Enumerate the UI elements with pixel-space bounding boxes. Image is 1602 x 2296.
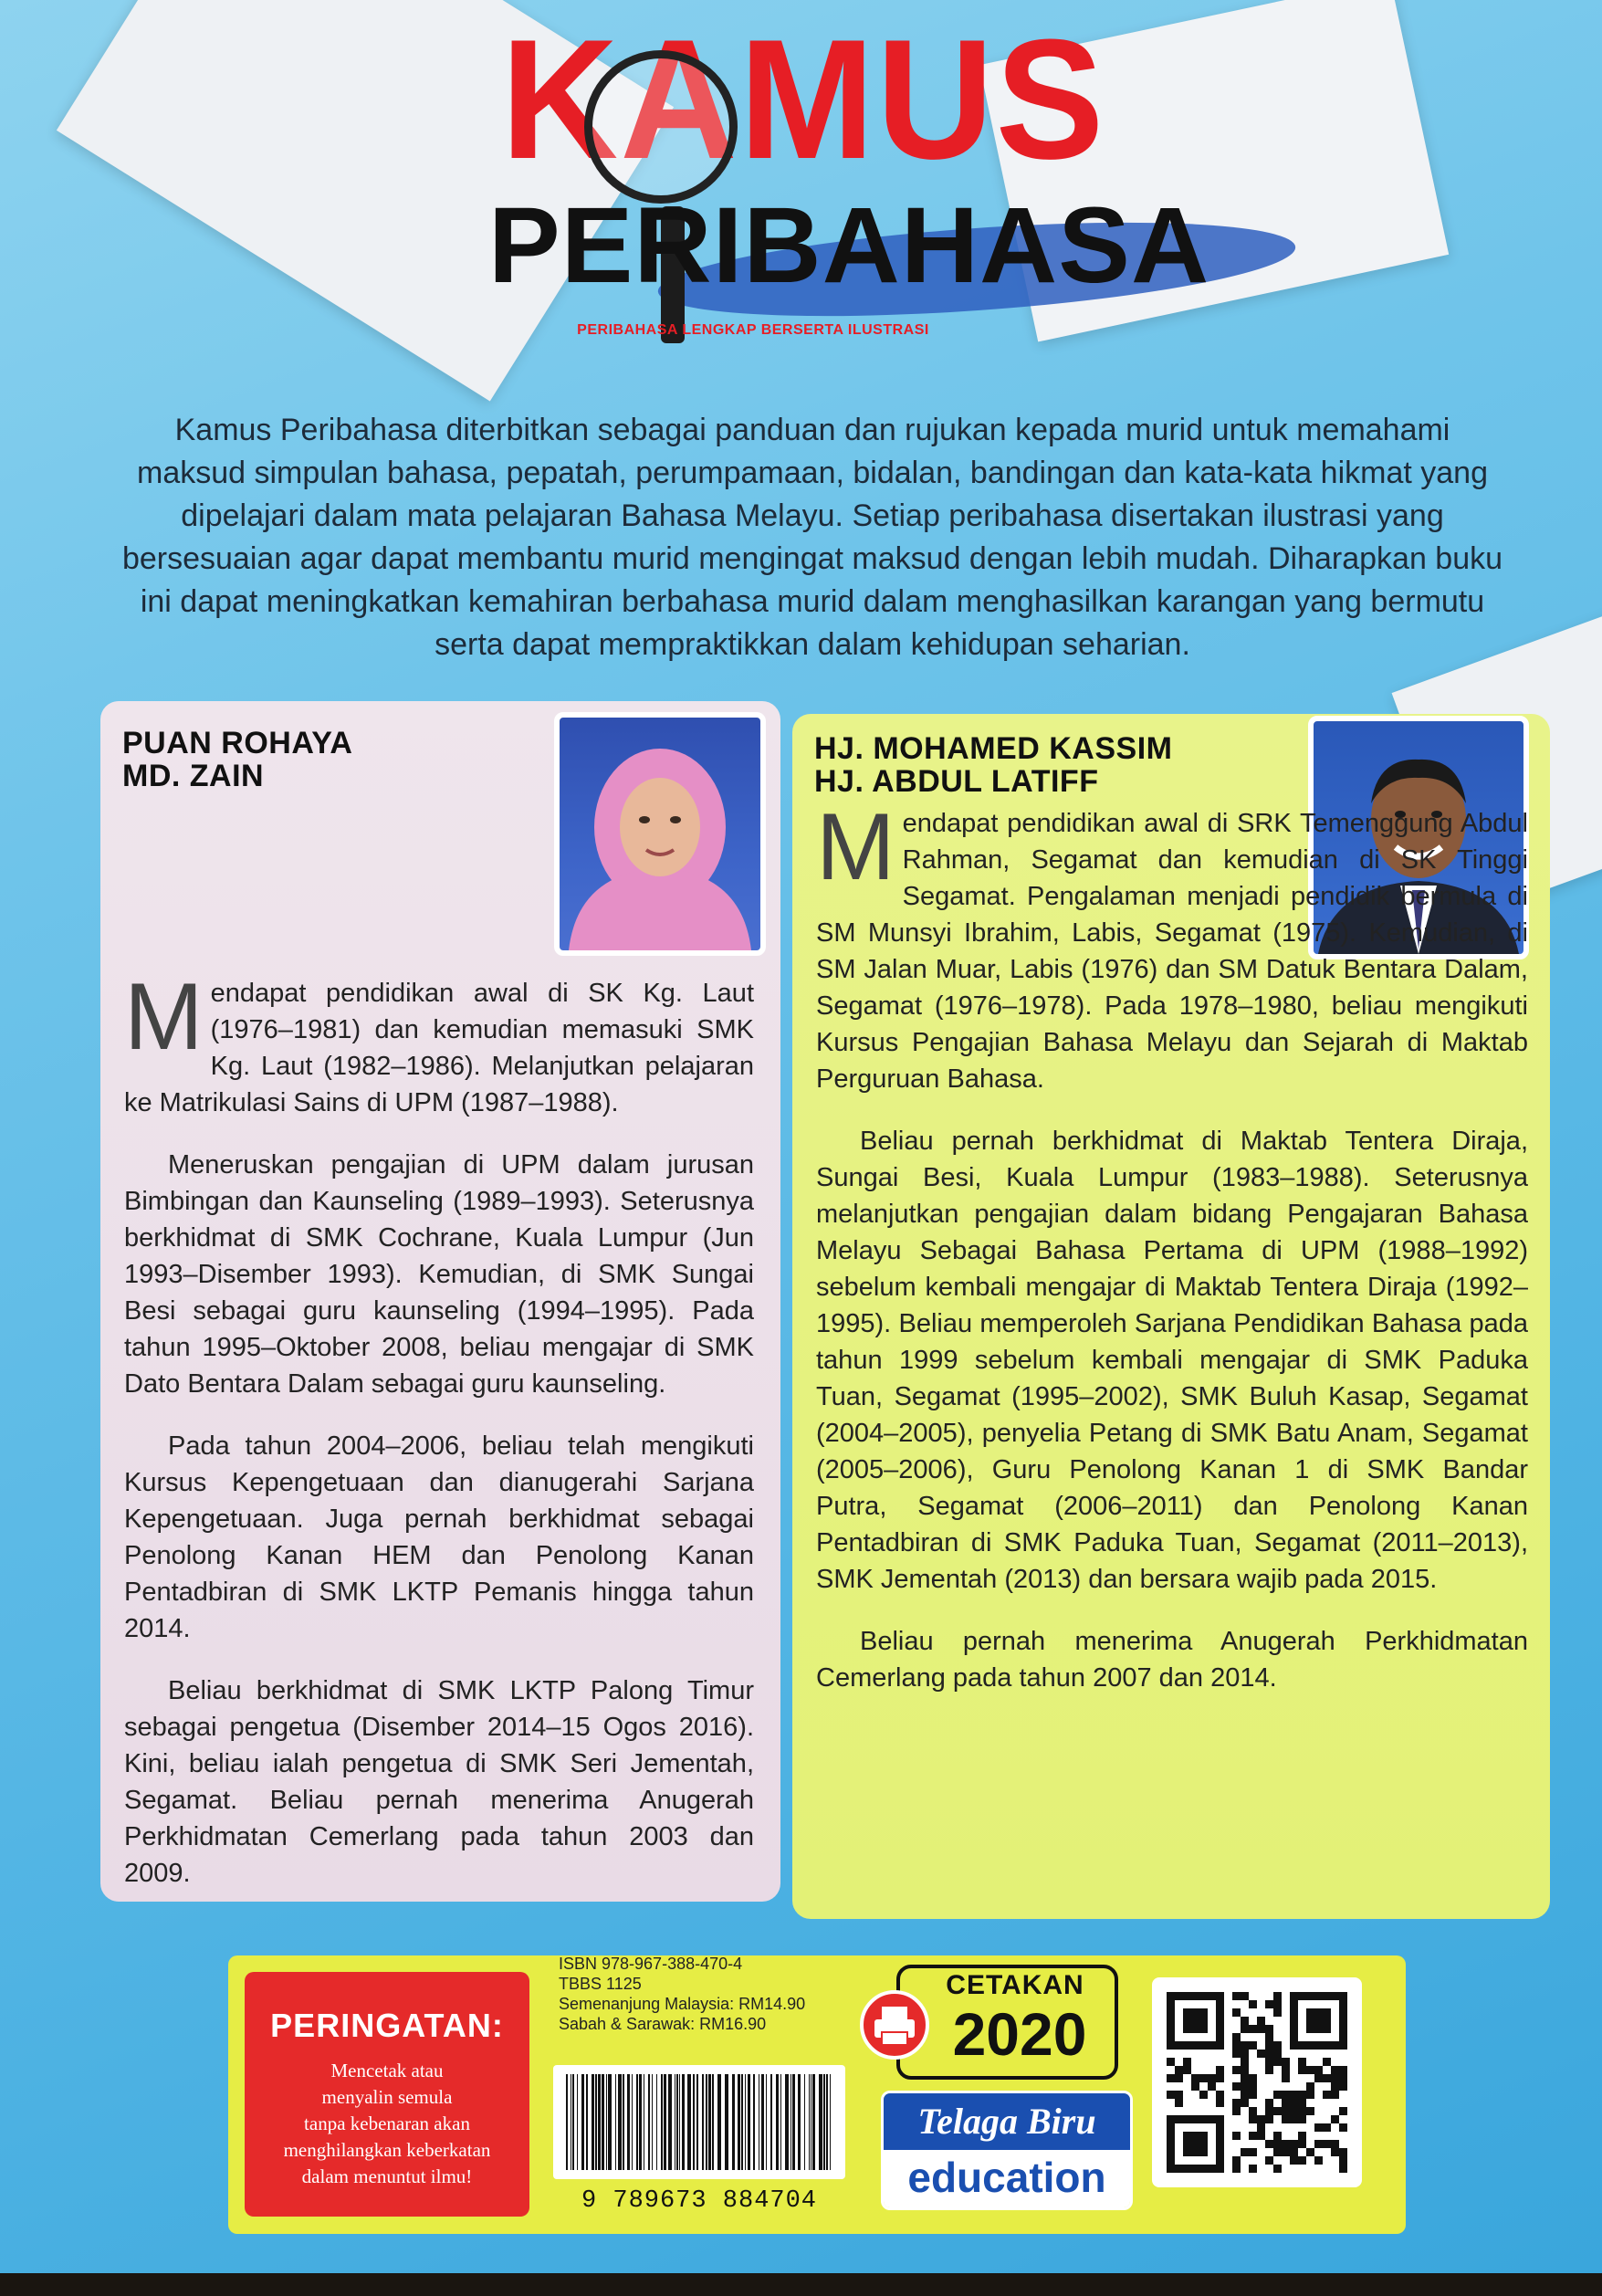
qr-module	[1314, 2074, 1323, 2082]
qr-module	[1257, 2050, 1265, 2058]
author-name-line1: HJ. MOHAMED KASSIM	[814, 731, 1173, 766]
warning-line: menghilangkan keberkatan	[283, 2139, 491, 2161]
barcode-bar	[652, 2074, 653, 2170]
barcode-bar	[668, 2074, 672, 2170]
author-name-line2: MD. ZAIN	[122, 759, 265, 793]
qr-module	[1232, 2156, 1241, 2165]
barcode-bar	[738, 2074, 740, 2170]
qr-module	[1249, 2148, 1257, 2156]
barcode-bar	[598, 2074, 601, 2170]
barcode-bar	[682, 2074, 685, 2170]
qr-module	[1282, 2107, 1290, 2115]
qr-module	[1265, 2025, 1273, 2033]
qr-module	[1306, 2148, 1314, 2156]
barcode-bar	[717, 2074, 721, 2170]
qr-module	[1298, 2058, 1306, 2066]
barcode-number: 9 789673 884704	[581, 2187, 818, 2215]
author-card-mohamed-kassim	[792, 714, 1550, 1919]
barcode-bar	[577, 2074, 578, 2170]
barcode-bars	[553, 2065, 845, 2179]
qr-module	[1273, 2132, 1282, 2140]
author-bio	[124, 964, 754, 1902]
qr-module	[1191, 2082, 1199, 2091]
barcode-bar	[595, 2074, 597, 2170]
title-block	[0, 0, 1602, 365]
barcode-bar	[706, 2074, 707, 2170]
barcode-bar	[702, 2074, 704, 2170]
barcode-bar	[804, 2074, 805, 2170]
qr-module	[1282, 2115, 1290, 2123]
warning-line: Mencetak atau	[330, 2060, 444, 2081]
warning-text	[245, 2058, 529, 2190]
qr-module	[1249, 2165, 1257, 2173]
qr-module	[1199, 2074, 1208, 2082]
qr-module	[1232, 2008, 1241, 2017]
qr-module	[1339, 2074, 1347, 2082]
bio-paragraph	[124, 964, 754, 1121]
publisher-subname: education	[884, 2150, 1130, 2207]
qr-module	[1331, 2074, 1339, 2082]
barcode-bar	[776, 2074, 779, 2170]
barcode-bar	[608, 2074, 612, 2170]
qr-code-icon	[1152, 1977, 1362, 2187]
qr-module	[1298, 2107, 1306, 2115]
barcode-bar	[664, 2074, 666, 2170]
qr-module	[1265, 2099, 1273, 2107]
qr-module	[1314, 2156, 1323, 2165]
qr-module	[1167, 2058, 1175, 2066]
bio-text: endapat pendidikan awal di SK Kg. Laut (1976–1981) dan kemudian memasuki SMK Kg. Laut (1982–1986). Melanjutkan pelajaran ke Matrikulasi Sains di UPM (1987–1988).	[124, 979, 754, 1117]
barcode-bar	[798, 2074, 801, 2170]
bio-paragraph: Pada tahun 2004–2006, beliau telah mengikuti Kursus Kepengetuaan dan dianugerahi Sarjana Kepengetuaan. Juga pernah berkhidmat sebagai Penolong Kanan HEM dan Penolong Kanan Pentadbiran di SMK LKTP Pemanis hingga tahun 2014.	[124, 1431, 754, 1643]
price-peninsular: Semenanjung Malaysia: RM14.90	[559, 1995, 806, 2013]
qr-module	[1298, 2091, 1306, 2099]
price-sabah-sarawak: Sabah & Sarawak: RM16.90	[559, 2015, 767, 2033]
qr-module	[1323, 2140, 1331, 2148]
qr-module	[1232, 2107, 1241, 2115]
qr-module	[1167, 2074, 1175, 2082]
qr-module	[1273, 2107, 1282, 2115]
qr-module	[1241, 2025, 1249, 2033]
barcode-bar	[792, 2074, 795, 2170]
barcode-bar	[632, 2074, 633, 2170]
author-name	[122, 727, 352, 792]
qr-module	[1265, 2066, 1273, 2074]
qr-module	[1265, 2156, 1273, 2165]
author-bio	[816, 794, 1528, 1722]
qr-module	[1216, 2099, 1224, 2107]
qr-module	[1208, 2074, 1216, 2082]
barcode-bar	[819, 2074, 822, 2170]
qr-module	[1183, 2066, 1191, 2074]
barcode-bar	[766, 2074, 767, 2170]
qr-module	[1331, 2091, 1339, 2099]
qr-module	[1257, 2132, 1265, 2140]
qr-module	[1339, 2156, 1347, 2165]
qr-module	[1339, 2123, 1347, 2132]
barcode-bar	[741, 2074, 743, 2170]
qr-module	[1249, 2082, 1257, 2091]
bio-paragraph: Beliau berkhidmat di SMK LKTP Palong Timur sebagai pengetua (Disember 2014–15 Ogos 2016). Kini, beliau ialah pengetua di SMK Seri Jementah, Segamat. Beliau pernah menerima Anugerah Perkhidmatan Cemerlang pada tahun 2003 dan 2009.	[124, 1676, 754, 1888]
barcode-bar	[581, 2074, 584, 2170]
barcode-bar	[586, 2074, 588, 2170]
qr-module	[1249, 2041, 1257, 2050]
warning-line: dalam menuntut ilmu!	[301, 2165, 473, 2187]
qr-module	[1273, 2148, 1282, 2156]
qr-module	[1298, 2156, 1306, 2165]
qr-module	[1306, 2091, 1314, 2099]
barcode-bar	[696, 2074, 698, 2170]
qr-module	[1232, 2033, 1241, 2041]
bio-paragraph: Meneruskan pengajian di UPM dalam jurusan Bimbingan dan Kaunseling (1989–1993). Seterusnya berkhidmat di SMK Cochrane, Kuala Lumpur (Jun 1993–Disember 1993). Kemudian, di SMK Sungai Besi sebagai guru kaunseling (1994–1995). Pada tahun 1995–Oktober 2008, beliau mengajar di SMK Dato Bentara Dalam sebagai guru kaunseling.	[124, 1150, 754, 1399]
qr-module	[1265, 2050, 1273, 2058]
qr-module	[1273, 2000, 1282, 2008]
qr-module	[1249, 2107, 1257, 2115]
author-photo	[554, 712, 766, 956]
barcode-bar	[606, 2074, 607, 2170]
qr-finder	[1183, 2008, 1208, 2033]
isbn-number: ISBN 978-967-388-470-4	[559, 1955, 743, 1973]
qr-module	[1232, 2041, 1241, 2050]
barcode-bar	[770, 2074, 772, 2170]
qr-module	[1216, 2066, 1224, 2074]
qr-module	[1241, 2017, 1249, 2025]
barcode-bar	[725, 2074, 728, 2170]
author-name	[814, 732, 1172, 798]
qr-module	[1323, 2074, 1331, 2082]
qr-pattern	[1152, 1977, 1362, 2187]
qr-module	[1265, 2033, 1273, 2041]
qr-module	[1241, 2082, 1249, 2091]
author-card-rohaya	[100, 701, 780, 1902]
warning-box	[245, 1972, 529, 2217]
publisher-logo	[881, 2091, 1133, 2210]
qr-module	[1265, 2107, 1273, 2115]
barcode-bar	[656, 2074, 657, 2170]
qr-module	[1257, 2017, 1265, 2025]
qr-module	[1241, 2058, 1249, 2066]
magnifier-icon	[584, 50, 738, 204]
title-peribahasa: PERIBAHASA	[488, 185, 1210, 306]
barcode-bar	[602, 2074, 604, 2170]
qr-module	[1232, 2165, 1241, 2173]
qr-module	[1241, 2041, 1249, 2050]
qr-module	[1298, 2132, 1306, 2140]
qr-module	[1216, 2074, 1224, 2082]
barcode-bar	[826, 2074, 828, 2170]
qr-module	[1306, 2066, 1314, 2074]
qr-module	[1257, 2123, 1265, 2132]
printer-glyph	[864, 1994, 926, 2056]
barcode-bar	[627, 2074, 630, 2170]
qr-module	[1339, 2082, 1347, 2091]
barcode-bar	[732, 2074, 735, 2170]
printer-icon	[860, 1990, 929, 2060]
qr-module	[1314, 2123, 1323, 2132]
barcode-bar	[708, 2074, 711, 2170]
qr-module	[1265, 2140, 1273, 2148]
barcode-bar	[687, 2074, 691, 2170]
bio-text: endapat pendidikan awal di SRK Temenggung Abdul Rahman, Segamat dan kemudian di SK Tinggi Segamat. Pengalaman menjadi pendidik bermula di SM Munsyi Ibrahim, Labis, Segamat (1975). Kemudian, di SM Jalan Muar, Labis (1976) dan SM Datuk Bentara Dalam, Segamat (1976–1978). Pada 1978–1980, beliau mengikuti Kursus Pengajian Bahasa Melayu dan Sejarah di Maktab Perguruan Bahasa.	[816, 809, 1528, 1094]
qr-module	[1232, 2099, 1241, 2107]
qr-module	[1241, 2066, 1249, 2074]
qr-module	[1249, 2091, 1257, 2099]
qr-module	[1298, 2115, 1306, 2123]
barcode-bar	[615, 2074, 616, 2170]
tbbs-code: TBBS 1125	[559, 1975, 642, 1993]
publisher-name: Telaga Biru	[884, 2093, 1130, 2150]
qr-module	[1323, 2091, 1331, 2099]
qr-module	[1232, 2066, 1241, 2074]
qr-module	[1298, 2099, 1306, 2107]
qr-module	[1273, 1992, 1282, 2000]
qr-module	[1265, 2000, 1273, 2008]
barcode-bar	[623, 2074, 624, 2170]
qr-module	[1241, 2050, 1249, 2058]
qr-module	[1175, 2074, 1183, 2082]
barcode-bar	[812, 2074, 815, 2170]
qr-module	[1273, 2041, 1282, 2050]
warning-title: PERINGATAN:	[270, 2007, 504, 2044]
bio-paragraph: Beliau pernah berkhidmat di Maktab Tentera Diraja, Sungai Besi, Kuala Lumpur (1983–1988). Seterusnya melanjutkan pengajian dalam bidang Pengajaran Bahasa Melayu Sebagai Bahasa Pertama di UPM (1988–1992) sebelum kembali mengajar di Maktab Tentera Diraja (1992–1995). Beliau memperoleh Sarjana Pendidikan Bahasa pada tahun 1999 sebelum kembali mengajar di SMK Paduka Tuan, Segamat (1995–2002), SMK Buluh Kasap, Segamat (2004–2005), penyelia Petang di SMK Batu Anam, Segamat (2005–2006), Guru Penolong Kanan 1 di SMK Bandar Putra, Segamat (2006–2011) dan Penolong Kanan Pentadbiran di SMK Paduka Tuan, Segamat (2011–2013), SMK Jementah (2013) dan bersara wajib pada 2015.	[816, 1127, 1528, 1594]
barcode-bar	[785, 2074, 789, 2170]
intro-blurb: Kamus Peribahasa diterbitkan sebagai panduan dan rujukan kepada murid untuk memahami maksud simpulan bahasa, pepatah, perumpamaan, bidalan, bandingan dan kata-kata hikmat yang dipelajari dalam mata pelajaran Bahasa Melayu. Setiap peribahasa disertakan ilustrasi yang bersesuaian agar dapat membantu murid mengingat maksud dengan lebih mudah. Diharapkan buku ini dapat meningkatkan kemahiran berbahasa murid dalam menghasilkan karangan yang bermutu serta dapat mempraktikkan dalam kehidupan seharian.	[121, 413, 1503, 662]
qr-module	[1273, 2008, 1282, 2017]
qr-module	[1290, 2091, 1298, 2099]
bio-paragraph	[816, 794, 1528, 1097]
qr-module	[1232, 2082, 1241, 2091]
qr-module	[1232, 2050, 1241, 2058]
qr-module	[1249, 2025, 1257, 2033]
barcode-bar	[676, 2074, 678, 2170]
qr-module	[1183, 2058, 1191, 2066]
barcode-bar	[566, 2074, 568, 2170]
warning-line: menyalin semula	[321, 2086, 453, 2108]
qr-module	[1241, 2099, 1249, 2107]
qr-module	[1331, 2148, 1339, 2156]
qr-module	[1282, 2099, 1290, 2107]
drop-cap: M	[124, 964, 204, 1070]
qr-module	[1249, 2115, 1257, 2123]
qr-module	[1331, 2082, 1339, 2091]
qr-module	[1339, 2148, 1347, 2156]
qr-module	[1249, 2000, 1257, 2008]
qr-module	[1273, 2165, 1282, 2173]
tagline: PERIBAHASA LENGKAP BERSERTA ILUSTRASI	[577, 322, 929, 338]
qr-module	[1257, 2025, 1265, 2033]
qr-module	[1331, 2066, 1339, 2074]
qr-module	[1249, 2132, 1257, 2140]
edition-label: CETAKAN	[946, 1970, 1084, 2000]
qr-module	[1290, 2115, 1298, 2123]
qr-module	[1331, 2115, 1339, 2123]
qr-module	[1273, 2050, 1282, 2058]
qr-module	[1273, 2091, 1282, 2099]
qr-finder	[1306, 2008, 1331, 2033]
barcode-bar	[780, 2074, 781, 2170]
qr-module	[1249, 2074, 1257, 2082]
barcode-bar	[761, 2074, 764, 2170]
barcode-bar	[745, 2074, 746, 2170]
qr-module	[1282, 2148, 1290, 2156]
qr-module	[1175, 2066, 1183, 2074]
author-name-line2: HJ. ABDUL LATIFF	[814, 764, 1099, 799]
qr-module	[1241, 2074, 1249, 2082]
author-portrait-icon	[560, 718, 760, 950]
qr-module	[1282, 2058, 1290, 2066]
qr-module	[1323, 2123, 1331, 2132]
qr-module	[1339, 2165, 1347, 2173]
qr-module	[1306, 2107, 1314, 2115]
qr-module	[1282, 2074, 1290, 2082]
barcode-bar	[618, 2074, 622, 2170]
barcode-bar	[809, 2074, 810, 2170]
edition-badge	[860, 1965, 1125, 2072]
barcode-bar	[572, 2074, 574, 2170]
qr-module	[1175, 2091, 1183, 2099]
barcode-bar	[636, 2074, 638, 2170]
barcode-bar	[679, 2074, 680, 2170]
isbn-info	[559, 1954, 851, 2034]
barcode-bar	[753, 2074, 755, 2170]
qr-module	[1298, 2066, 1306, 2074]
qr-module	[1290, 2099, 1298, 2107]
qr-module	[1314, 2140, 1323, 2148]
qr-module	[1167, 2091, 1175, 2099]
qr-module	[1282, 2091, 1290, 2099]
barcode-bar	[693, 2074, 695, 2170]
qr-module	[1331, 2140, 1339, 2148]
barcode-bar	[639, 2074, 642, 2170]
qr-module	[1290, 2156, 1298, 2165]
qr-module	[1199, 2091, 1208, 2099]
barcode-bar	[823, 2074, 825, 2170]
qr-module	[1265, 2041, 1273, 2050]
qr-module	[1257, 2115, 1265, 2123]
barcode-bar	[748, 2074, 750, 2170]
qr-module	[1290, 2148, 1298, 2156]
qr-finder	[1183, 2132, 1208, 2156]
title-kamus: KAMUS	[500, 4, 1106, 194]
barcode-bar	[830, 2074, 831, 2170]
bio-paragraph: Beliau pernah menerima Anugerah Perkhidmatan Cemerlang pada tahun 2007 dan 2014.	[816, 1627, 1528, 1693]
qr-module	[1216, 2091, 1224, 2099]
qr-module	[1290, 2107, 1298, 2115]
qr-module	[1323, 2058, 1331, 2066]
barcode-bar	[592, 2074, 594, 2170]
qr-module	[1298, 2140, 1306, 2148]
barcode-bar	[648, 2074, 650, 2170]
barcode-bar	[712, 2074, 714, 2170]
qr-module	[1265, 2058, 1273, 2066]
qr-module	[1339, 2066, 1347, 2074]
qr-module	[1290, 2140, 1298, 2148]
barcode-icon	[553, 2065, 845, 2179]
qr-module	[1339, 2107, 1347, 2115]
qr-module	[1314, 2066, 1323, 2074]
qr-module	[1306, 2082, 1314, 2091]
qr-module	[1282, 2066, 1290, 2074]
warning-line: tanpa kebenaran akan	[304, 2113, 470, 2134]
qr-module	[1232, 1992, 1241, 2000]
barcode-bar	[661, 2074, 663, 2170]
qr-module	[1241, 2091, 1249, 2099]
qr-module	[1175, 2099, 1183, 2107]
qr-module	[1273, 2058, 1282, 2066]
edition-year: 2020	[952, 2000, 1087, 2068]
author-name-line1: PUAN ROHAYA	[122, 726, 353, 760]
qr-module	[1241, 2148, 1249, 2156]
qr-module	[1191, 2074, 1199, 2082]
qr-module	[1273, 2140, 1282, 2148]
qr-module	[1208, 2082, 1216, 2091]
qr-module	[1282, 2140, 1290, 2148]
drop-cap: M	[816, 794, 895, 900]
qr-module	[1265, 2115, 1273, 2123]
qr-module	[1232, 2132, 1241, 2140]
qr-module	[1241, 1992, 1249, 2000]
